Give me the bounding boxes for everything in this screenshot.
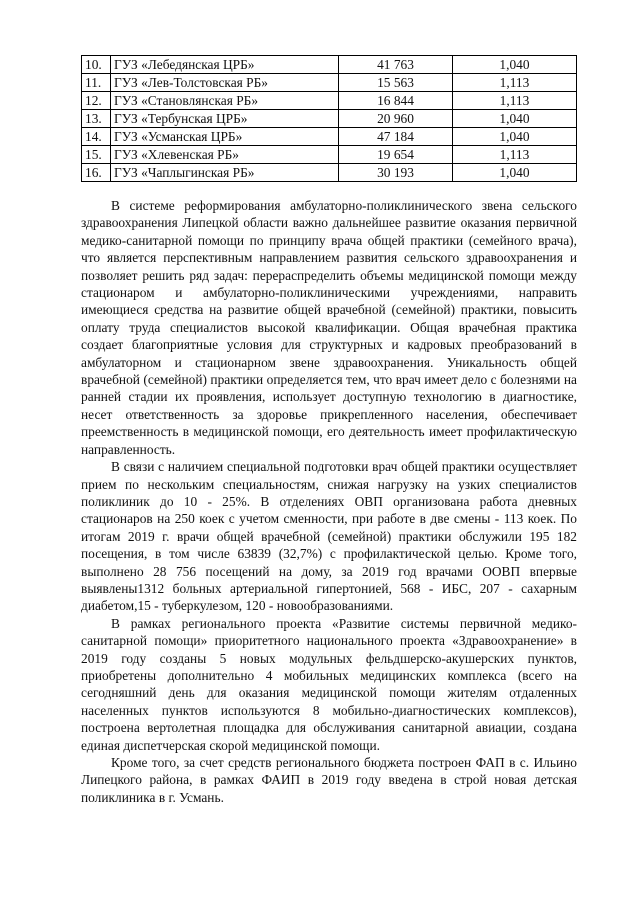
coefficient-value: 1,040 — [453, 110, 577, 128]
paragraph-regional-project: В рамках регионального проекта «Развитие системы первичной медико-санитарной помощи» приоритетного национального проекта «Здравоохранение» в 2019 году созданы 5 новых модульных фельдшерско-акушерских пунктов, приобретены дополнительно 4 мобильных медицинских комплекса (всего на сегодняшний день для оказания медицинской помощи жителям отдаленных населенных пунктов используются 8 мобильно-диагностических комплексов), построена вертолетная площадка для обслуживания санитарной авиации, создана единая диспетчерская скорой медицинской помощи. — [81, 615, 577, 753]
coefficient-value: 1,113 — [453, 92, 577, 110]
institution-name: ГУЗ «Хлевенская РБ» — [111, 146, 339, 164]
table-row — [82, 74, 577, 92]
institution-name: ГУЗ «Лев-Толстовская РБ» — [111, 74, 339, 92]
population-value: 20 960 — [339, 110, 453, 128]
row-number: 12. — [82, 92, 111, 110]
body-text — [81, 197, 577, 806]
coefficient-value: 1,040 — [453, 56, 577, 74]
hospital-table — [81, 55, 577, 182]
row-number: 14. — [82, 128, 111, 146]
coefficient-value: 1,040 — [453, 164, 577, 182]
population-value: 16 844 — [339, 92, 453, 110]
population-value: 41 763 — [339, 56, 453, 74]
coefficient-value: 1,040 — [453, 128, 577, 146]
institution-name: ГУЗ «Тербунская ЦРБ» — [111, 110, 339, 128]
coefficient-value: 1,113 — [453, 146, 577, 164]
institution-name: ГУЗ «Усманская ЦРБ» — [111, 128, 339, 146]
coefficient-value: 1,113 — [453, 74, 577, 92]
population-value: 15 563 — [339, 74, 453, 92]
paragraph-gp-workload: В связи с наличием специальной подготовки врач общей практики осуществляет прием по нескольким специальностям, снижая нагрузку на узких специалистов поликлиник до 10 - 25%. В отделениях ОВП организована работа дневных стационаров на 250 коек с учетом сменности, при работе в две смены - 113 коек. По итогам 2019 г. врачи общей врачебной (семейной) практики обслужили 195 182 посещения, в том числе 63839 (32,7%) с профилактической целью. Кроме того, выполнено 28 756 посещений на дому, за 2019 год врачами ООВП впервые выявлены1312 больных артериальной гипертонией, 568 - ИБС, 207 - сахарным диабетом,15 - туберкулезом, 120 - новообразованиями. — [81, 459, 577, 614]
paragraph-family-practice: В системе реформирования амбулаторно-поликлинического звена сельского здравоохранения Липецкой области важно дальнейшее развитие оказания первичной медико-санитарной помощи по принципу врача общей практики (семейного врача), что является перспективным направлением развития сельского здравоохранения и позволяет решить ряд задач: перераспределить объемы медицинской помощи между стационаром и амбулаторно-поликлиническими учреждениями, направить имеющиеся средства на развитие общей врачебной (семейной) практики, повысить оплату труда специалистов высокой квалификации. Общая врачебная практика создает благоприятные условия для структурных и кадровых преобразований в амбулаторном и стационарном звене здравоохранения. Уникальность общей врачебной (семейной) практики определяется тем, что врач имеет дело с болезнями на ранней стадии их проявления, использует доступную технологию в диагностике, несет ответственность за здоровье прикрепленного населения, обеспечивает преемственность в медицинской помощи, его деятельность имеет профилактическую направленность. — [81, 198, 577, 457]
institution-name: ГУЗ «Лебедянская ЦРБ» — [111, 56, 339, 74]
population-value: 30 193 — [339, 164, 453, 182]
row-number: 15. — [82, 146, 111, 164]
row-number: 16. — [82, 164, 111, 182]
row-number: 10. — [82, 56, 111, 74]
row-number: 13. — [82, 110, 111, 128]
table-row — [82, 92, 577, 110]
row-number: 11. — [82, 74, 111, 92]
table-row — [82, 128, 577, 146]
institution-name: ГУЗ «Становлянская РБ» — [111, 92, 339, 110]
table-row — [82, 56, 577, 74]
table-row — [82, 146, 577, 164]
table-row — [82, 164, 577, 182]
population-value: 47 184 — [339, 128, 453, 146]
institution-name: ГУЗ «Чаплыгинская РБ» — [111, 164, 339, 182]
paragraph-regional-budget: Кроме того, за счет средств регионального бюджета построен ФАП в с. Ильино Липецкого района, в рамках ФАИП в 2019 году введена в строй новая детская поликлиника в г. Усмань. — [81, 755, 577, 805]
table-row — [82, 110, 577, 128]
population-value: 19 654 — [339, 146, 453, 164]
